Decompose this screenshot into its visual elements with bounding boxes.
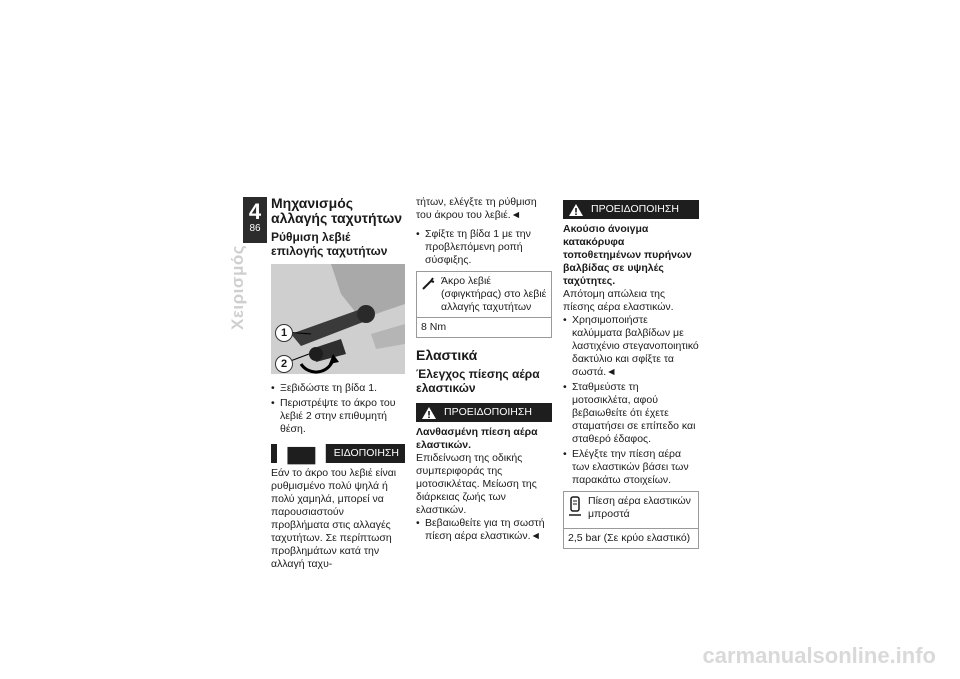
warning-text: Επιδείνωση της οδικής συμπεριφοράς της μοτοσικλέτας. Μείωση της διάρκειας ζωής των ελαστικών.: [416, 452, 537, 516]
warning-icon: [422, 407, 436, 419]
notice-text: Εάν το άκρο του λεβιέ είναι ρυθμισμένο πολύ ψηλά ή πολύ χαμηλά, μπορεί να παρουσιαστούν προβλήματα στις αλλαγές ταχυτήτων. Σε περίπτωση προβλημάτων κατά την αλλαγή ταχυ-: [271, 467, 397, 570]
spec-value: 8 Nm: [421, 321, 447, 333]
list-item: • Χρησιμοποιήστε καλύμματα βαλβίδων με λαστιχένιο στεγανοποιητικό δακτύλιο και σφίξτε τα σωστά.◄: [563, 314, 699, 379]
section-subtitle: Έλεγχος πίεσης αέρα ελαστικών: [416, 367, 540, 395]
column-1: [271, 196, 405, 571]
column-3: [563, 196, 699, 549]
notice-banner: [271, 444, 405, 463]
warning-label: ΠΡΟΕΙΔΟΠΟΙΗΣΗ: [444, 406, 532, 418]
warning-banner: [563, 200, 699, 219]
shift-lever-photo: [271, 264, 405, 374]
chapter-number: 4: [248, 199, 262, 224]
spec-label-row: [417, 272, 551, 318]
callout-1: 1: [275, 324, 293, 342]
list-item: • Ελέγξτε την πίεση αέρα των ελαστικών βάσει των παρακάτω στοιχείων.: [563, 448, 699, 487]
notice-label: ΕΙΔΟΠΟΙΗΣΗ: [333, 447, 399, 459]
callout-2: 2: [275, 355, 293, 373]
list-item: • Σταθμεύστε τη μοτοσικλέτα, αφού βεβαιωθείτε ότι έχετε σταματήσει σε επίπεδο και σταθερό έδαφος.: [563, 381, 699, 446]
column-2: [416, 196, 552, 545]
tire-pressure-spec-table: [563, 491, 699, 549]
warning-bold-text: Λανθασμένη πίεση αέρα ελαστικών.: [416, 426, 538, 451]
tire-pressure-icon: [568, 495, 582, 517]
list-item: • Σφίξτε τη βίδα 1 με την προβλεπόμενη ροπή σύσφιξης.: [416, 228, 552, 267]
section-title: Ελαστικά: [416, 347, 478, 363]
wrench-icon: [421, 275, 435, 297]
warning-label: ΠΡΟΕΙΔΟΠΟΙΗΣΗ: [591, 203, 679, 215]
warning-icon: [569, 204, 583, 216]
list-item: • Βεβαιωθείτε για τη σωστή πίεση αέρα ελαστικών.◄: [416, 517, 552, 543]
step-list: [563, 314, 699, 487]
page-number: 86: [249, 223, 261, 234]
step-list: [271, 382, 405, 436]
spec-label-row: [564, 492, 698, 529]
spec-label: Άκρο λεβιέ (σφιγκτήρας) στο λεβιέ αλλαγής ταχυτήτων: [441, 275, 547, 313]
torque-spec-table: [416, 271, 552, 338]
watermark: carmanualsonline.info: [702, 643, 936, 668]
step-list: [416, 228, 552, 267]
spec-value: 2,5 bar (Σε κρύο ελαστικό): [568, 532, 691, 544]
section-subtitle: Ρύθμιση λεβιέ επιλογής ταχυτήτων: [271, 230, 388, 258]
section-title: Μηχανισμός αλλαγής ταχυτήτων: [271, 195, 403, 226]
list-item: • Περιστρέψτε το άκρο του λεβιέ 2 στην επιθυμητή θέση.: [271, 397, 405, 436]
step-list: [416, 517, 552, 543]
side-section-label: Χειρισμός: [228, 244, 247, 330]
warning-text: Απότομη απώλεια της πίεσης αέρα ελαστικών.: [563, 288, 674, 313]
list-item: • Ξεβιδώστε τη βίδα 1.: [271, 382, 405, 395]
spec-label: Πίεση αέρα ελαστικών μπροστά: [588, 495, 691, 520]
warning-banner: [416, 403, 552, 422]
continued-text: τήτων, ελέγξτε τη ρύθμιση του άκρου του λεβιέ.◄: [416, 196, 537, 221]
warning-bold-text: Ακούσιο άνοιγμα κατακόρυφα τοποθετημένων πυρήνων βαλβίδας σε υψηλές ταχύτητες.: [563, 223, 692, 287]
